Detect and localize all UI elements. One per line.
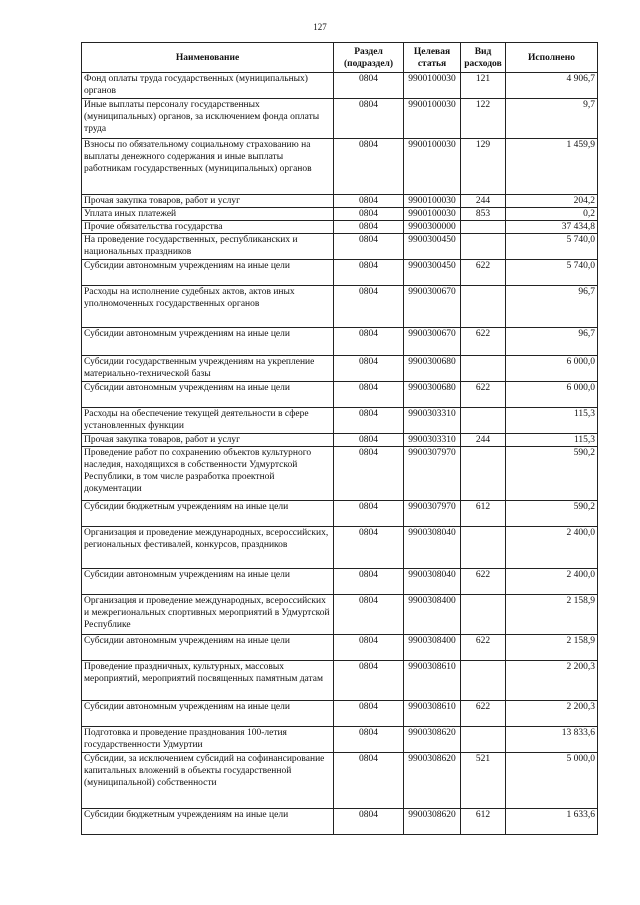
row-kind (461, 286, 506, 328)
row-kind: 521 (461, 753, 506, 809)
row-kind: 622 (461, 328, 506, 356)
row-target: 9900308620 (404, 753, 461, 809)
row-value: 5 000,0 (506, 753, 598, 809)
row-name: Проведение праздничных, культурных, массовых мероприятий, мероприятий посвященных памятным датам (82, 661, 334, 701)
row-value: 6 000,0 (506, 356, 598, 382)
row-kind (461, 661, 506, 701)
page-number: 127 (313, 22, 327, 32)
row-value: 590,2 (506, 501, 598, 527)
row-section: 0804 (334, 195, 404, 208)
row-value: 96,7 (506, 328, 598, 356)
row-value: 204,2 (506, 195, 598, 208)
row-kind: 244 (461, 434, 506, 447)
table-row (82, 208, 598, 221)
row-target: 9900300450 (404, 260, 461, 286)
row-value: 115,3 (506, 434, 598, 447)
row-target: 9900100030 (404, 195, 461, 208)
row-section: 0804 (334, 569, 404, 595)
row-section: 0804 (334, 328, 404, 356)
row-value: 9,7 (506, 99, 598, 139)
row-kind: 622 (461, 569, 506, 595)
table-row (82, 753, 598, 809)
row-name: Организация и проведение международных, всероссийских, региональных фестивалей, конкурсов, праздников (82, 527, 334, 569)
row-section: 0804 (334, 234, 404, 260)
expenditure-table (81, 42, 598, 835)
table-row (82, 569, 598, 595)
row-target: 9900308040 (404, 569, 461, 595)
row-value: 115,3 (506, 408, 598, 434)
row-target: 9900308040 (404, 527, 461, 569)
row-kind: 622 (461, 260, 506, 286)
table-row (82, 408, 598, 434)
row-name: Подготовка и проведение празднования 100-летия государственности Удмуртии (82, 727, 334, 753)
row-name: На проведение государственных, республиканских и национальных праздников (82, 234, 334, 260)
table-row (82, 635, 598, 661)
row-kind (461, 221, 506, 234)
row-target: 9900100030 (404, 73, 461, 99)
row-section: 0804 (334, 753, 404, 809)
row-section: 0804 (334, 208, 404, 221)
row-name: Прочие обязательства государства (82, 221, 334, 234)
row-value: 2 158,9 (506, 635, 598, 661)
row-target: 9900308620 (404, 727, 461, 753)
row-target: 9900307970 (404, 501, 461, 527)
row-kind (461, 356, 506, 382)
row-value: 0,2 (506, 208, 598, 221)
row-target: 9900300000 (404, 221, 461, 234)
row-target: 9900300450 (404, 234, 461, 260)
row-section: 0804 (334, 382, 404, 408)
row-kind: 244 (461, 195, 506, 208)
row-target: 9900307970 (404, 447, 461, 501)
row-name: Субсидии бюджетным учреждениям на иные цели (82, 501, 334, 527)
row-name: Организация и проведение международных, всероссийских и межрегиональных спортивных мероприятий в Удмуртской Республике (82, 595, 334, 635)
row-value: 2 200,3 (506, 661, 598, 701)
row-kind: 622 (461, 635, 506, 661)
table-row (82, 434, 598, 447)
row-name: Расходы на исполнение судебных актов, актов иных уполномоченных государственных органов (82, 286, 334, 328)
row-name: Субсидии автономным учреждениям на иные цели (82, 328, 334, 356)
row-target: 9900100030 (404, 99, 461, 139)
row-value: 37 434,8 (506, 221, 598, 234)
row-name: Субсидии автономным учреждениям на иные цели (82, 569, 334, 595)
row-name: Субсидии государственным учреждениям на укрепление материально-технической базы (82, 356, 334, 382)
row-section: 0804 (334, 727, 404, 753)
table-row (82, 447, 598, 501)
row-target: 9900300670 (404, 286, 461, 328)
table-row (82, 595, 598, 635)
row-kind (461, 595, 506, 635)
row-value: 2 200,3 (506, 701, 598, 727)
header-value: Исполнено (506, 43, 598, 73)
row-target: 9900308610 (404, 701, 461, 727)
row-kind (461, 408, 506, 434)
row-target: 9900308620 (404, 809, 461, 835)
table-row (82, 195, 598, 208)
row-name: Субсидии бюджетным учреждениям на иные цели (82, 809, 334, 835)
row-name: Субсидии автономным учреждениям на иные цели (82, 382, 334, 408)
row-section: 0804 (334, 99, 404, 139)
header-kind: Вид расходов (461, 43, 506, 73)
row-target: 9900300680 (404, 382, 461, 408)
table-row (82, 234, 598, 260)
row-name: Прочая закупка товаров, работ и услуг (82, 434, 334, 447)
row-kind: 122 (461, 99, 506, 139)
row-value: 2 400,0 (506, 569, 598, 595)
table-row (82, 661, 598, 701)
row-section: 0804 (334, 809, 404, 835)
row-value: 1 459,9 (506, 139, 598, 195)
row-kind: 129 (461, 139, 506, 195)
row-section: 0804 (334, 260, 404, 286)
row-target: 9900308400 (404, 595, 461, 635)
table-row (82, 701, 598, 727)
row-kind: 622 (461, 382, 506, 408)
table-row (82, 139, 598, 195)
row-section: 0804 (334, 356, 404, 382)
table-row (82, 221, 598, 234)
row-name: Взносы по обязательному социальному страхованию на выплаты денежного содержания и иные выплаты работникам государственных (муниципальных) органов (82, 139, 334, 195)
row-name: Субсидии автономным учреждениям на иные цели (82, 635, 334, 661)
row-target: 9900303310 (404, 434, 461, 447)
row-name: Проведение работ по сохранению объектов культурного наследия, находящихся в собственности Удмуртской Республики, в том числе разработка проектной документации (82, 447, 334, 501)
row-value: 6 000,0 (506, 382, 598, 408)
row-value: 96,7 (506, 286, 598, 328)
row-target: 9900303310 (404, 408, 461, 434)
row-section: 0804 (334, 661, 404, 701)
row-value: 2 400,0 (506, 527, 598, 569)
row-value: 1 633,6 (506, 809, 598, 835)
table-row (82, 382, 598, 408)
header-target: Целевая статья (404, 43, 461, 73)
table-row (82, 328, 598, 356)
table-row (82, 260, 598, 286)
table-header-row (82, 43, 598, 73)
row-section: 0804 (334, 73, 404, 99)
row-section: 0804 (334, 221, 404, 234)
table-row (82, 73, 598, 99)
row-target: 9900300680 (404, 356, 461, 382)
row-kind: 853 (461, 208, 506, 221)
row-name: Субсидии автономным учреждениям на иные цели (82, 701, 334, 727)
row-kind (461, 234, 506, 260)
row-section: 0804 (334, 635, 404, 661)
row-name: Иные выплаты персоналу государственных (муниципальных) органов, за исключением фонда оплаты труда (82, 99, 334, 139)
table-row (82, 501, 598, 527)
row-kind: 622 (461, 701, 506, 727)
row-section: 0804 (334, 286, 404, 328)
row-kind: 612 (461, 809, 506, 835)
row-target: 9900100030 (404, 208, 461, 221)
row-name: Прочая закупка товаров, работ и услуг (82, 195, 334, 208)
table-row (82, 527, 598, 569)
row-value: 5 740,0 (506, 234, 598, 260)
row-kind (461, 447, 506, 501)
row-value: 590,2 (506, 447, 598, 501)
row-section: 0804 (334, 527, 404, 569)
row-kind (461, 527, 506, 569)
row-value: 2 158,9 (506, 595, 598, 635)
row-name: Расходы на обеспечение текущей деятельности в сфере установленных функции (82, 408, 334, 434)
row-kind: 121 (461, 73, 506, 99)
row-value: 13 833,6 (506, 727, 598, 753)
row-target: 9900308610 (404, 661, 461, 701)
row-name: Субсидии, за исключением субсидий на софинансирование капитальных вложений в объекты государственной (муниципальной) собственности (82, 753, 334, 809)
table-row (82, 809, 598, 835)
table-row (82, 286, 598, 328)
row-target: 9900308400 (404, 635, 461, 661)
row-section: 0804 (334, 408, 404, 434)
table-row (82, 727, 598, 753)
row-name: Фонд оплаты труда государственных (муниципальных) органов (82, 73, 334, 99)
row-section: 0804 (334, 447, 404, 501)
row-section: 0804 (334, 434, 404, 447)
row-value: 5 740,0 (506, 260, 598, 286)
row-name: Субсидии автономным учреждениям на иные цели (82, 260, 334, 286)
header-section: Раздел (подраздел) (334, 43, 404, 73)
row-section: 0804 (334, 595, 404, 635)
row-section: 0804 (334, 701, 404, 727)
row-kind (461, 727, 506, 753)
row-value: 4 906,7 (506, 73, 598, 99)
row-kind: 612 (461, 501, 506, 527)
row-name: Уплата иных платежей (82, 208, 334, 221)
row-target: 9900300670 (404, 328, 461, 356)
table-row (82, 99, 598, 139)
row-section: 0804 (334, 501, 404, 527)
row-target: 9900100030 (404, 139, 461, 195)
header-name: Наименование (82, 43, 334, 73)
table-row (82, 356, 598, 382)
row-section: 0804 (334, 139, 404, 195)
